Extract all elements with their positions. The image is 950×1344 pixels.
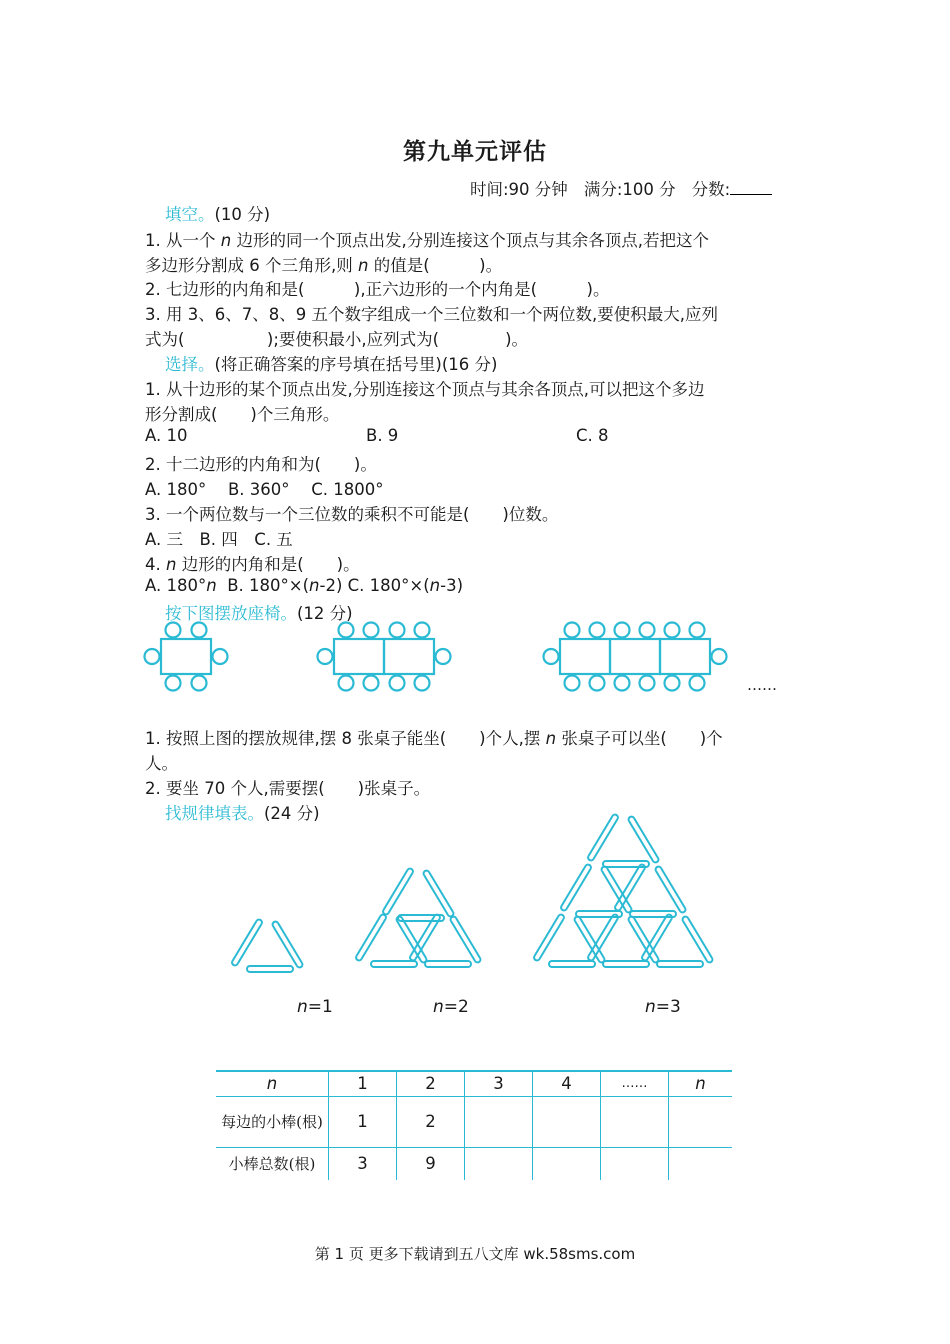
table-cell: 9	[397, 1147, 465, 1180]
table-cell: 4	[533, 1071, 601, 1096]
option-c: C. 8	[576, 426, 609, 445]
question-line: 2. 七边形的内角和是( ),正六边形的一个内角是( )。	[145, 280, 610, 299]
question-line: 多边形分割成 6 个三角形,则 n 的值是( )。	[145, 256, 503, 275]
label-n2: n=2	[433, 997, 469, 1017]
triangle-n2	[356, 869, 480, 967]
pattern-table	[216, 1070, 732, 1180]
table-cell: 1	[329, 1071, 397, 1096]
table-cell-blank[interactable]	[669, 1096, 733, 1147]
variable-n: n	[545, 729, 557, 748]
question-line: 1. 从十边形的某个顶点出发,分别连接这个顶点与其余各顶点,可以把这个多边	[145, 380, 705, 399]
section-heading: 填空。	[165, 205, 215, 224]
table-cell-blank[interactable]	[601, 1096, 669, 1147]
section-points: (10 分)	[214, 205, 271, 224]
table-cell-blank[interactable]	[669, 1147, 733, 1180]
table-row	[216, 1096, 732, 1147]
options-row: A. 180°n B. 180°×(n-2) C. 180°×(n-3)	[145, 576, 464, 595]
label-n3: n=3	[645, 997, 681, 1017]
table-cell-blank[interactable]	[533, 1147, 601, 1180]
triangle-n3	[534, 815, 712, 967]
section-points: (12 分)	[297, 604, 353, 623]
row-label: 小棒总数(根)	[216, 1147, 329, 1180]
question-line: 人。	[145, 754, 178, 773]
table-cell: 2	[397, 1096, 465, 1147]
table-row	[216, 1071, 732, 1096]
row-label: 每边的小棒(根)	[216, 1096, 329, 1147]
question-line: 2. 十二边形的内角和为( )。	[145, 455, 377, 474]
table-cell-blank[interactable]	[465, 1096, 533, 1147]
variable-n: n	[357, 256, 369, 275]
table-cell: 2	[397, 1071, 465, 1096]
full-score: 满分:100 分	[583, 180, 676, 199]
label-n1: n=1	[297, 997, 333, 1017]
question-line: 1. 从一个 n 边形的同一个顶点出发,分别连接这个顶点与其余各顶点,若把这个	[145, 231, 709, 250]
score-label: 分数:	[691, 180, 731, 199]
table-cell: n	[669, 1071, 733, 1096]
section-points: (24 分)	[264, 804, 320, 823]
options-row: A. 三 B. 四 C. 五	[145, 530, 293, 549]
table-row	[216, 1147, 732, 1180]
table-cell: ……	[601, 1071, 669, 1096]
option-b: B. 9	[366, 426, 399, 445]
ellipsis: ……	[747, 676, 777, 694]
question-line: 形分割成( )个三角形。	[145, 405, 340, 424]
page-footer: 第 1 页 更多下载请到五八文库 wk.58sms.com	[314, 1245, 636, 1263]
table-cell: 3	[329, 1147, 397, 1180]
triangle-n1	[232, 920, 302, 972]
question-line: 1. 按照上图的摆放规律,摆 8 张桌子能坐( )个人,摆 n 张桌子可以坐( )个	[145, 729, 723, 748]
section-heading: 找规律填表。	[165, 804, 264, 823]
question-line: 式为( );要使积最小,应列式为( )。	[145, 330, 529, 349]
variable-n: n	[220, 231, 232, 250]
question-line: 2. 要坐 70 个人,需要摆( )张桌子。	[145, 779, 431, 798]
section-heading: 按下图摆放座椅。	[165, 604, 297, 623]
table-cell-blank[interactable]	[601, 1147, 669, 1180]
time-limit: 时间:90 分钟	[470, 180, 568, 199]
table-cell: 1	[329, 1096, 397, 1147]
question-line: 3. 用 3、6、7、8、9 五个数字组成一个三位数和一个两位数,要使积最大,应列	[145, 305, 718, 324]
question-line: 3. 一个两位数与一个三位数的乘积不可能是( )位数。	[145, 505, 559, 524]
section-points: (将正确答案的序号填在括号里)(16 分)	[214, 355, 498, 374]
page-title: 第九单元评估	[403, 138, 547, 165]
option-a: A. 10	[145, 426, 188, 445]
section-heading: 选择。	[165, 355, 215, 374]
table-cell: 3	[465, 1071, 533, 1096]
table-cell: n	[216, 1071, 329, 1096]
variable-n: n	[166, 555, 177, 574]
table-cell-blank[interactable]	[533, 1096, 601, 1147]
table-cell-blank[interactable]	[465, 1147, 533, 1180]
options-row: A. 180° B. 360° C. 1800°	[145, 480, 384, 499]
question-line: 4. n 边形的内角和是( )。	[145, 555, 360, 574]
